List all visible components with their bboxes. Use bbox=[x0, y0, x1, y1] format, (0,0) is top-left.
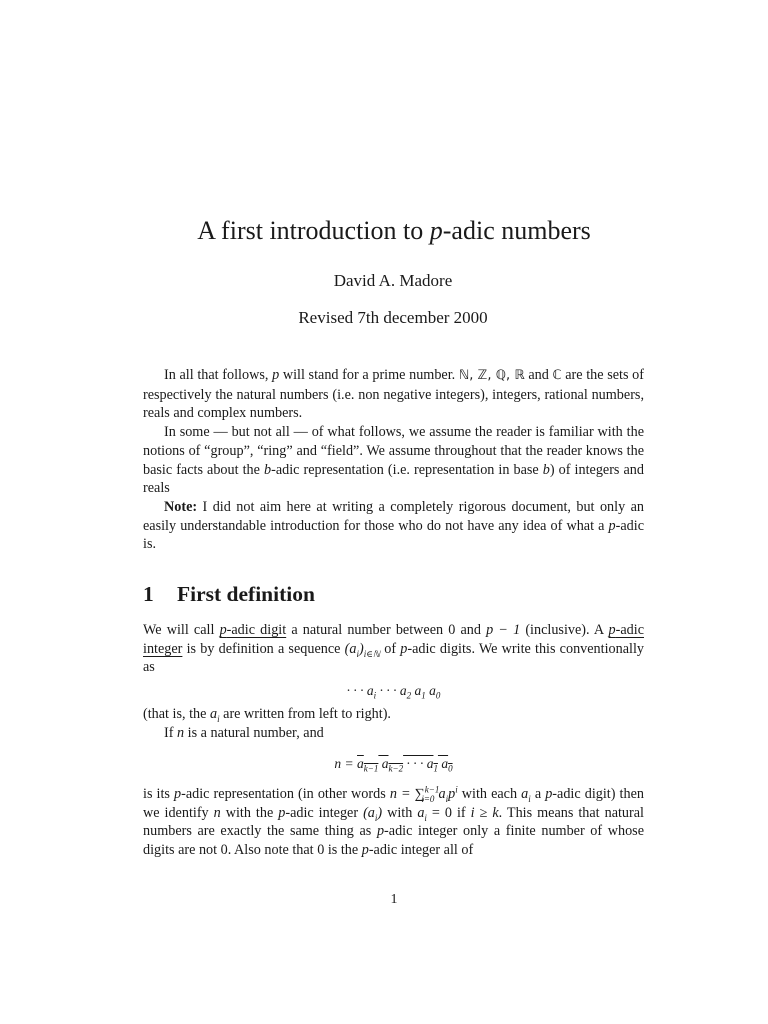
display-equation-representation: $n = a_{k-1}$ $a_{k-2}$ · · · $a_1$ $a_0$ bbox=[334, 756, 453, 774]
title-variable: p bbox=[429, 216, 443, 245]
abstract-note: Note: I did not aim here at writing a completely rigorous document, but only an easily understandable introduction for those who do not have any idea of what a p-adic is. bbox=[143, 498, 644, 553]
overlined-digits: $a_{k-1}$ $a_{k-2}$ · · · $a_1$ $a_0$ bbox=[357, 756, 453, 774]
section-heading bbox=[143, 580, 315, 608]
page-number: 1 bbox=[390, 892, 398, 907]
term-p-adic-integer: p-adic integer bbox=[143, 622, 644, 657]
definition-paragraph: We will call p-adic digit a natural number between 0 and p − 1 (inclusive). A p-adic integer is by definition a sequence $(a_i)_{i\in ℕ}$ of p-adic digits. We write this conventionally as bbox=[143, 622, 644, 676]
author: David A. Madore bbox=[333, 271, 453, 290]
note-label: Note: bbox=[164, 498, 198, 515]
term-p-adic-digit: p-adic digit bbox=[219, 622, 287, 638]
section-title: First definition bbox=[177, 582, 315, 606]
title-text-suffix: -adic numbers bbox=[442, 216, 591, 245]
section-body bbox=[143, 621, 644, 860]
display-equation-digits: · · · $a_i$ · · · $a_2$ $a_1$ $a_0$ bbox=[346, 683, 441, 701]
paragraph-natural-number: If n is a natural number, and bbox=[164, 724, 324, 741]
title-text: A first introduction to bbox=[197, 216, 430, 245]
paper-title bbox=[0, 214, 768, 248]
section-number: 1 bbox=[143, 582, 154, 606]
abstract-paragraph-1: In all that follows, p will stand for a prime number. ℕ, ℤ, ℚ, ℝ and ℂ are the sets of respectively the natural numbers (i.e. non negative integers), integers, rational numbers, reals and complex numbers. bbox=[143, 367, 644, 422]
paragraph-left-to-right: (that is, the $a_i$ are written from left to right). bbox=[143, 705, 391, 724]
abstract-paragraph-2: In some — but not all — of what follows, we assume the reader is familiar with the notions of “group”, “ring” and “field”. We assume throughout that the reader knows the basic facts about the b-adic representation (i.e. representation in base b) of integers and reals bbox=[143, 424, 644, 497]
abstract bbox=[143, 366, 644, 554]
revision-date: Revised 7th december 2000 bbox=[298, 308, 488, 327]
paragraph-identification: is its p-adic representation (in other words n = ∑$^{k-1}_{i=0}$ $a_ip^i$ with each $a_i$ a p-adic digit) then we identify n with the p-adic integer $(a_i)$ with $a_i = 0$ if i ≥ k. This means that natural numbers are exactly the same thing as p-adic integer only a finite number of whose digits are not 0. Also note that 0 is the p-adic integer all of bbox=[143, 784, 644, 859]
